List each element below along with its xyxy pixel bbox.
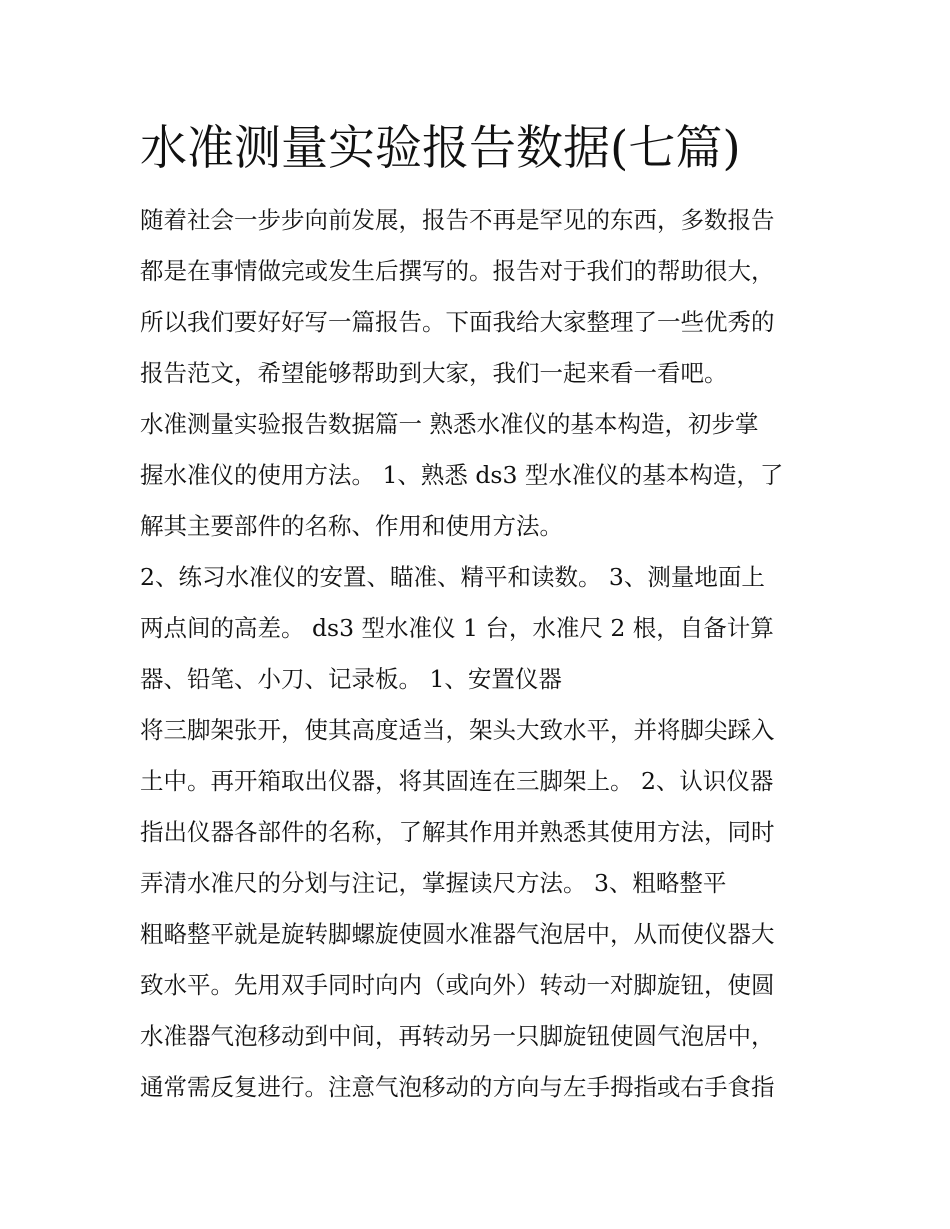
text-line: 随着社会一步步向前发展，报告不再是罕见的东西，多数报告: [140, 206, 775, 234]
text-line: 粗略整平就是旋转脚螺旋使圆水准器气泡居中，从而使仪器大: [140, 920, 775, 948]
text-line: 握水准仪的使用方法。 1、熟悉 ds3 型水准仪的基本构造，了: [140, 461, 784, 489]
text-line: 致水平。先用双手同时向内（或向外）转动一对脚旋钮，使圆: [140, 971, 775, 999]
text-line: 解其主要部件的名称、作用和使用方法。: [140, 512, 563, 540]
text-line: 都是在事情做完或发生后撰写的。报告对于我们的帮助很大，: [140, 257, 775, 285]
text-line: 2、练习水准仪的安置、瞄准、精平和读数。 3、测量地面上: [140, 563, 765, 591]
text-line: 报告范文，希望能够帮助到大家，我们一起来看一看吧。: [140, 359, 728, 387]
text-line: 弄清水准尺的分划与注记，掌握读尺方法。 3、粗略整平: [140, 869, 727, 897]
text-line: 通常需反复进行。注意气泡移动的方向与左手拇指或右手食指: [140, 1073, 775, 1101]
text-line: 指出仪器各部件的名称，了解其作用并熟悉其使用方法，同时: [140, 818, 775, 846]
document-page: [140, 117, 820, 1113]
text-line: 器、铅笔、小刀、记录板。 1、安置仪器: [140, 665, 562, 693]
document-title: 水准测量实验报告数据(七篇): [140, 121, 741, 176]
text-line: 所以我们要好好写一篇报告。下面我给大家整理了一些优秀的: [140, 308, 775, 336]
text-line: 两点间的高差。 ds3 型水准仪 1 台，水准尺 2 根，自备计算: [140, 614, 774, 642]
text-line: 将三脚架张开，使其高度适当，架头大致水平，并将脚尖踩入: [140, 716, 775, 744]
text-line: 土中。再开箱取出仪器，将其固连在三脚架上。 2、认识仪器: [140, 767, 774, 795]
text-line: 水准器气泡移动到中间，再转动另一只脚旋钮使圆气泡居中，: [140, 1022, 775, 1050]
document-body: [140, 195, 820, 1113]
text-line: 水准测量实验报告数据篇一 熟悉水准仪的基本构造，初步掌: [140, 410, 759, 438]
